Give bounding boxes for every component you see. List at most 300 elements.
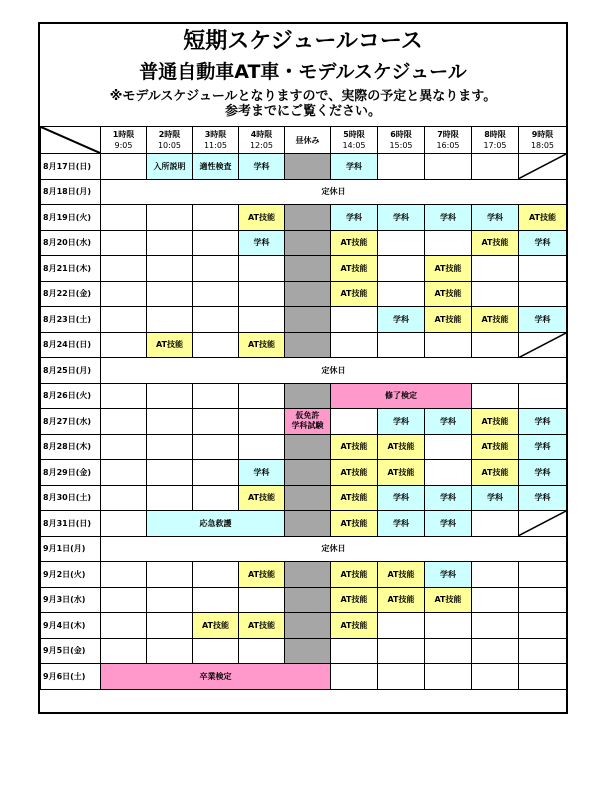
weekday-text: (火) [70, 569, 86, 579]
row-date [41, 485, 101, 511]
at-lesson-cell: AT技能 [239, 205, 285, 231]
schedule-cell [193, 434, 239, 460]
lunch-break-cell [285, 281, 331, 307]
weekday-text: (水) [75, 416, 92, 426]
row-date [41, 460, 101, 486]
header-period-6 [378, 127, 425, 154]
schedule-cell [331, 664, 378, 690]
schedule-document [38, 22, 568, 714]
schedule-cell [425, 613, 472, 639]
diagonal-line [519, 154, 566, 179]
period-label: 9時限 [531, 130, 554, 139]
weekday-text: (月) [70, 544, 86, 554]
at-lesson-cell: AT技能 [239, 613, 285, 639]
row-date [41, 358, 101, 384]
at-lesson-cell: AT技能 [331, 434, 378, 460]
schedule-cell [193, 205, 239, 231]
academic-cell: 学科 [519, 307, 567, 333]
lunch-break-cell [285, 383, 331, 409]
period-start-time: 11:05 [203, 141, 228, 150]
weekday-text: (土) [70, 671, 86, 681]
row-date [41, 307, 101, 333]
at-lesson-cell: AT技能 [239, 332, 285, 358]
schedule-cell [193, 587, 239, 613]
date-text: 8月29日 [43, 467, 76, 477]
academic-cell: 学科 [519, 460, 567, 486]
schedule-row [41, 613, 567, 639]
schedule-row [41, 536, 567, 562]
exam-label-line: 仮免許 [295, 411, 320, 421]
row-date [41, 179, 101, 205]
date-text: 8月20日 [43, 238, 76, 248]
date-text: 8月23日 [43, 314, 76, 324]
at-lesson-cell: AT技能 [472, 307, 519, 333]
date-text: 8月27日 [43, 416, 76, 426]
schedule-cell [147, 205, 193, 231]
unavailable-cell [519, 332, 567, 358]
schedule-cell [425, 460, 472, 486]
header-period-4 [239, 127, 285, 154]
academic-cell: 学科 [519, 434, 567, 460]
header-period-2 [147, 127, 193, 154]
exam-cell: 卒業検定 [101, 664, 331, 690]
header-period-9 [519, 127, 567, 154]
schedule-cell [519, 587, 567, 613]
schedule-cell [331, 332, 378, 358]
period-start-time: 12:05 [249, 141, 274, 150]
schedule-table [40, 126, 567, 690]
schedule-cell [101, 383, 147, 409]
schedule-cell [193, 562, 239, 588]
period-label: 2時限 [158, 130, 181, 139]
period-label: 4時限 [250, 130, 273, 139]
schedule-cell [101, 434, 147, 460]
schedule-cell [519, 664, 567, 690]
schedule-row [41, 307, 567, 333]
weekday-text: (木) [75, 263, 92, 273]
schedule-cell [193, 307, 239, 333]
date-text: 8月21日 [43, 263, 76, 273]
schedule-cell [101, 409, 147, 435]
date-text: 8月19日 [43, 212, 76, 222]
schedule-row [41, 485, 567, 511]
weekday-text: (木) [75, 442, 92, 452]
at-lesson-cell: AT技能 [425, 307, 472, 333]
lunch-break-cell [285, 587, 331, 613]
schedule-cell [519, 562, 567, 588]
schedule-cell [239, 587, 285, 613]
academic-cell: 入所説明 [147, 154, 193, 180]
weekday-text: (金) [70, 646, 86, 656]
schedule-cell [193, 332, 239, 358]
lunch-break-cell [285, 230, 331, 256]
weekday-text: (金) [75, 289, 92, 299]
weekday-text: (月) [75, 365, 92, 375]
academic-cell: 学科 [378, 205, 425, 231]
header-period-5 [331, 127, 378, 154]
weekday-text: (土) [75, 314, 92, 324]
weekday-text: (水) [70, 595, 86, 605]
schedule-cell [101, 256, 147, 282]
schedule-cell [378, 230, 425, 256]
diagonal-line [519, 511, 566, 536]
schedule-cell [147, 256, 193, 282]
schedule-cell [239, 638, 285, 664]
lunch-break-cell [285, 562, 331, 588]
academic-cell: 学科 [239, 154, 285, 180]
schedule-cell [331, 409, 378, 435]
at-lesson-cell: AT技能 [331, 485, 378, 511]
schedule-cell [239, 409, 285, 435]
academic-cell: 学科 [425, 205, 472, 231]
academic-cell: 学科 [378, 511, 425, 537]
diagonal-line [519, 333, 566, 358]
schedule-row [41, 587, 567, 613]
lunch-break-cell [285, 434, 331, 460]
academic-cell: 学科 [331, 205, 378, 231]
closed-day-cell: 定休日 [101, 536, 567, 562]
academic-cell: 学科 [519, 485, 567, 511]
schedule-cell [101, 460, 147, 486]
at-lesson-cell: AT技能 [331, 587, 378, 613]
schedule-cell [101, 511, 147, 537]
schedule-cell [147, 409, 193, 435]
academic-cell: 応急救護 [147, 511, 285, 537]
weekday-text: (木) [70, 620, 86, 630]
at-lesson-cell: AT技能 [331, 230, 378, 256]
schedule-cell [239, 434, 285, 460]
exam-label-line: 学科試験 [291, 421, 324, 431]
schedule-cell [472, 562, 519, 588]
date-text: 8月26日 [43, 391, 76, 401]
row-date [41, 256, 101, 282]
schedule-cell [101, 562, 147, 588]
schedule-cell [378, 154, 425, 180]
at-lesson-cell: AT技能 [193, 613, 239, 639]
header-period-1 [101, 127, 147, 154]
schedule-cell [519, 613, 567, 639]
weekday-text: (月) [75, 187, 92, 197]
schedule-cell [425, 154, 472, 180]
schedule-row [41, 383, 567, 409]
at-lesson-cell: AT技能 [519, 205, 567, 231]
date-text: 9月5日 [43, 646, 71, 656]
schedule-cell [519, 281, 567, 307]
unavailable-cell [519, 511, 567, 537]
schedule-row [41, 562, 567, 588]
lunch-break-cell [285, 485, 331, 511]
schedule-row [41, 434, 567, 460]
row-date [41, 434, 101, 460]
schedule-cell [101, 638, 147, 664]
weekday-text: (火) [75, 212, 92, 222]
lunch-break-cell [285, 613, 331, 639]
schedule-cell [193, 256, 239, 282]
schedule-cell [101, 230, 147, 256]
date-text: 8月17日 [43, 161, 76, 171]
schedule-cell [519, 638, 567, 664]
at-lesson-cell: AT技能 [331, 281, 378, 307]
schedule-cell [239, 256, 285, 282]
at-lesson-cell: AT技能 [239, 485, 285, 511]
academic-cell: 学科 [239, 230, 285, 256]
schedule-cell [425, 434, 472, 460]
schedule-cell [101, 281, 147, 307]
row-date [41, 154, 101, 180]
schedule-cell [378, 638, 425, 664]
at-lesson-cell: AT技能 [425, 256, 472, 282]
row-date [41, 281, 101, 307]
at-lesson-cell: AT技能 [378, 587, 425, 613]
academic-cell: 学科 [519, 230, 567, 256]
row-date [41, 638, 101, 664]
academic-cell: 学科 [472, 205, 519, 231]
schedule-cell [472, 638, 519, 664]
weekday-text: (日) [75, 340, 92, 350]
schedule-row [41, 230, 567, 256]
schedule-cell [193, 485, 239, 511]
header-period-3 [193, 127, 239, 154]
academic-cell: 学科 [378, 485, 425, 511]
lunch-break-cell [285, 332, 331, 358]
academic-cell: 学科 [425, 562, 472, 588]
schedule-cell [378, 664, 425, 690]
date-text: 8月22日 [43, 289, 76, 299]
schedule-cell [101, 485, 147, 511]
at-lesson-cell: AT技能 [378, 562, 425, 588]
at-lesson-cell: AT技能 [331, 511, 378, 537]
schedule-cell [193, 409, 239, 435]
header-period-7 [425, 127, 472, 154]
schedule-cell [472, 332, 519, 358]
exam-cell [285, 409, 331, 435]
schedule-cell [472, 613, 519, 639]
period-label: 6時限 [390, 130, 412, 139]
at-lesson-cell: AT技能 [331, 562, 378, 588]
weekday-text: (日) [75, 161, 92, 171]
schedule-row [41, 179, 567, 205]
schedule-cell [147, 613, 193, 639]
schedule-row [41, 154, 567, 180]
date-text: 8月25日 [43, 365, 76, 375]
at-lesson-cell: AT技能 [147, 332, 193, 358]
schedule-row [41, 332, 567, 358]
schedule-cell [378, 256, 425, 282]
period-start-time: 9:05 [114, 141, 133, 150]
weekday-text: (水) [75, 238, 92, 248]
at-lesson-cell: AT技能 [472, 409, 519, 435]
period-start-time: 16:05 [436, 141, 460, 150]
header-period-8 [472, 127, 519, 154]
corner-diagonal-line [41, 127, 100, 153]
schedule-row [41, 256, 567, 282]
row-date [41, 205, 101, 231]
at-lesson-cell: AT技能 [331, 613, 378, 639]
date-text: 8月24日 [43, 340, 76, 350]
academic-cell: 学科 [472, 485, 519, 511]
schedule-cell [101, 332, 147, 358]
schedule-cell [331, 638, 378, 664]
schedule-cell [378, 332, 425, 358]
schedule-cell [101, 613, 147, 639]
schedule-row [41, 281, 567, 307]
at-lesson-cell: AT技能 [425, 281, 472, 307]
header-block [40, 24, 566, 126]
period-label: 7時限 [437, 130, 459, 139]
period-start-time: 10:05 [157, 141, 182, 150]
schedule-cell [147, 562, 193, 588]
lunch-break-cell [285, 205, 331, 231]
date-text: 8月30日 [43, 493, 76, 503]
period-label: 1時限 [112, 130, 135, 139]
schedule-cell [425, 638, 472, 664]
row-date [41, 613, 101, 639]
academic-cell: 学科 [425, 511, 472, 537]
academic-cell: 学科 [378, 409, 425, 435]
schedule-cell [519, 256, 567, 282]
lunch-break-cell [285, 256, 331, 282]
date-text: 9月4日 [43, 620, 71, 630]
schedule-cell [425, 664, 472, 690]
at-lesson-cell: AT技能 [331, 256, 378, 282]
row-date [41, 562, 101, 588]
schedule-cell [472, 587, 519, 613]
schedule-cell [425, 230, 472, 256]
schedule-cell [147, 307, 193, 333]
schedule-cell [193, 230, 239, 256]
period-start-time: 15:05 [389, 141, 413, 150]
schedule-cell [147, 434, 193, 460]
period-start-time: 18:05 [530, 141, 555, 150]
page-subtitle: 普通自動車AT車・モデルスケジュール [139, 61, 467, 83]
schedule-cell [239, 281, 285, 307]
academic-cell: 学科 [378, 307, 425, 333]
schedule-cell [147, 587, 193, 613]
schedule-cell [147, 485, 193, 511]
schedule-cell [147, 230, 193, 256]
schedule-row [41, 511, 567, 537]
exam-cell: 修了検定 [331, 383, 472, 409]
lunch-break-cell [285, 307, 331, 333]
schedule-cell [472, 256, 519, 282]
schedule-cell [193, 383, 239, 409]
schedule-cell [147, 638, 193, 664]
academic-cell: 適性検査 [193, 154, 239, 180]
at-lesson-cell: AT技能 [425, 587, 472, 613]
schedule-cell [378, 281, 425, 307]
row-date [41, 511, 101, 537]
academic-cell: 学科 [425, 409, 472, 435]
notice-line-1: ※モデルスケジュールとなりますので、実際の予定と異なります。 [109, 89, 497, 104]
schedule-row [41, 409, 567, 435]
academic-cell: 学科 [425, 485, 472, 511]
row-date [41, 332, 101, 358]
date-text: 9月6日 [43, 671, 71, 681]
academic-cell: 学科 [331, 154, 378, 180]
at-lesson-cell: AT技能 [378, 434, 425, 460]
schedule-cell [425, 332, 472, 358]
at-lesson-cell: AT技能 [331, 460, 378, 486]
schedule-cell [519, 383, 567, 409]
schedule-cell [378, 613, 425, 639]
schedule-cell [472, 511, 519, 537]
date-text: 9月3日 [43, 595, 71, 605]
schedule-row [41, 205, 567, 231]
schedule-cell [147, 460, 193, 486]
period-label: 昼休み [295, 135, 320, 145]
row-date [41, 536, 101, 562]
lunch-break-cell [285, 638, 331, 664]
notice-line-2: 参考までにご覧ください。 [224, 104, 381, 119]
header-lunch-break [285, 127, 331, 154]
schedule-cell [101, 205, 147, 231]
schedule-cell [101, 307, 147, 333]
date-text: 9月2日 [43, 569, 71, 579]
at-lesson-cell: AT技能 [378, 460, 425, 486]
schedule-row [41, 358, 567, 384]
row-date [41, 383, 101, 409]
weekday-text: (日) [75, 518, 92, 528]
weekday-text: (火) [75, 391, 92, 401]
schedule-cell [193, 638, 239, 664]
row-date [41, 409, 101, 435]
date-text: 8月31日 [43, 518, 76, 528]
lunch-break-cell [285, 154, 331, 180]
academic-cell: 学科 [519, 409, 567, 435]
weekday-text: (土) [75, 493, 92, 503]
schedule-cell [101, 154, 147, 180]
lunch-break-cell [285, 460, 331, 486]
period-label: 8時限 [484, 130, 506, 139]
period-label: 5時限 [343, 130, 365, 139]
period-start-time: 17:05 [483, 141, 507, 150]
period-label: 3時限 [204, 130, 227, 139]
schedule-row [41, 664, 567, 690]
schedule-cell [331, 307, 378, 333]
schedule-cell [472, 664, 519, 690]
schedule-row [41, 460, 567, 486]
schedule-cell [147, 383, 193, 409]
unavailable-cell [519, 154, 567, 180]
academic-cell: 学科 [239, 460, 285, 486]
schedule-cell [472, 281, 519, 307]
at-lesson-cell: AT技能 [472, 230, 519, 256]
schedule-cell [193, 281, 239, 307]
period-start-time: 14:05 [342, 141, 366, 150]
at-lesson-cell: AT技能 [472, 434, 519, 460]
schedule-cell [472, 383, 519, 409]
schedule-cell [193, 460, 239, 486]
weekday-text: (金) [75, 467, 92, 477]
schedule-cell [147, 281, 193, 307]
date-text: 9月1日 [43, 544, 71, 554]
at-lesson-cell: AT技能 [472, 460, 519, 486]
schedule-cell [239, 307, 285, 333]
closed-day-cell: 定休日 [101, 358, 567, 384]
lunch-break-cell [285, 511, 331, 537]
schedule-cell [101, 587, 147, 613]
at-lesson-cell: AT技能 [239, 562, 285, 588]
closed-day-cell: 定休日 [101, 179, 567, 205]
date-text: 8月18日 [43, 187, 76, 197]
header-row [41, 127, 567, 154]
date-text: 8月28日 [43, 442, 76, 452]
row-date [41, 664, 101, 690]
schedule-cell [239, 383, 285, 409]
page-title: 短期スケジュールコース [183, 29, 423, 54]
schedule-cell [472, 154, 519, 180]
row-date [41, 587, 101, 613]
